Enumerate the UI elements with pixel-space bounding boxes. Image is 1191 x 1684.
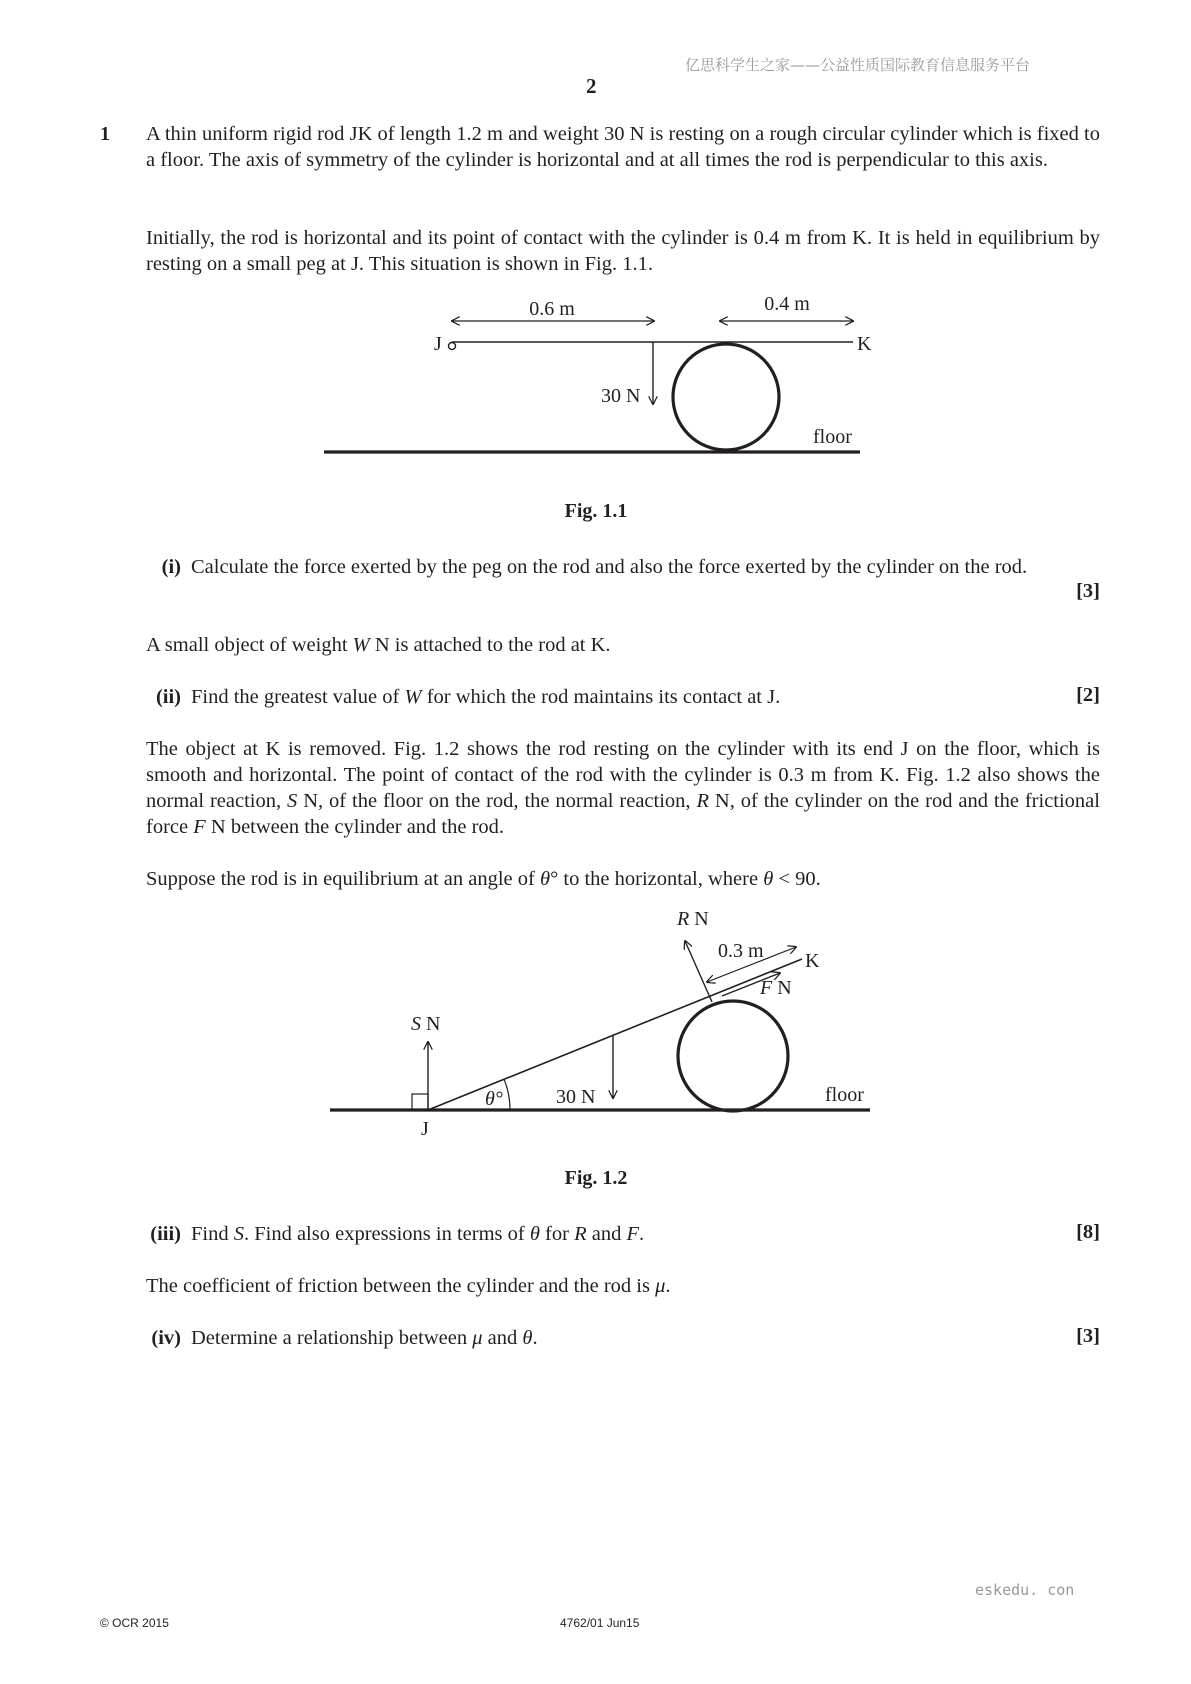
- figure-1-2-caption: Fig. 1.2: [564, 1167, 628, 1189]
- dimension-label-left: 0.6 m: [529, 298, 575, 320]
- cylinder: [678, 1001, 788, 1111]
- header-watermark: 亿思科学生之家——公益性质国际教育信息服务平台: [685, 56, 1031, 74]
- weight-label: 30 N: [601, 385, 641, 407]
- page-number: 2: [586, 74, 597, 98]
- part-iii: (iii) Find S. Find also expressions in terms of θ for R and F.: [150, 1223, 645, 1245]
- part-iii-marks: [8]: [1076, 1221, 1100, 1243]
- label-j: J: [434, 333, 442, 355]
- dimension-label-right: 0.4 m: [764, 293, 810, 315]
- footer-copyright: © OCR 2015: [100, 1616, 169, 1630]
- part-i: [161, 554, 1100, 580]
- part-ii-label: (ii): [155, 686, 181, 708]
- floor-label: floor: [825, 1084, 864, 1106]
- attach-paragraph: A small object of weight W N is attached to the rod at K.: [146, 634, 611, 656]
- part-i-marks: [3]: [1076, 580, 1100, 602]
- cylinder: [673, 344, 779, 450]
- floor-label: floor: [813, 426, 852, 448]
- dimension-label: 0.3 m: [718, 940, 764, 962]
- question-number: 1: [100, 123, 110, 145]
- intro-paragraph-1: A thin uniform rigid rod JK of length 1.2 m and weight 30 N is resting on a rough circular cylinder which is fixed to a floor. The axis of symmetry of the cylinder is horizontal and at all times the rod is perpendicular to this axis.: [146, 123, 1100, 171]
- part-iii-label: (iii): [150, 1223, 181, 1245]
- part-ii: (ii) Find the greatest value of W for which the rod maintains its contact at J.: [155, 686, 781, 708]
- label-j: J: [421, 1118, 429, 1140]
- peg: [449, 343, 456, 350]
- removed-paragraph: The object at K is removed. Fig. 1.2 shows the rod resting on the cylinder with its end J on the floor, which is smooth and horizontal. The point of contact of the rod with the cylinder is 0.3 m from K. Fig. 1.2 also shows the normal reaction, S N, of the floor on the rod, the normal reaction, R N, of the cylinder on the rod and the frictional force F N between the cylinder and the rod.: [146, 738, 1100, 838]
- part-iv-label: (iv): [151, 1327, 181, 1349]
- intro-paragraph-2: Initially, the rod is horizontal and its point of contact with the cylinder is 0.4 m from K. It is held in equilibrium by resting on a small peg at J. This situation is shown in Fig. 1.1.: [146, 227, 1100, 275]
- suppose-paragraph: Suppose the rod is in equilibrium at an angle of θ° to the horizontal, where θ < 90.: [146, 868, 821, 890]
- weight-label: 30 N: [556, 1086, 596, 1108]
- right-angle-marker: [412, 1094, 428, 1110]
- friction-paragraph: The coefficient of friction between the cylinder and the rod is μ.: [146, 1275, 671, 1297]
- label-k: K: [805, 950, 820, 972]
- part-iv: (iv) Determine a relationship between μ and θ.: [151, 1327, 538, 1349]
- part-i-text: Calculate the force exerted by the peg on the rod and also the force exerted by the cylinder on the rod.: [191, 556, 1028, 578]
- angle-arc: [504, 1079, 510, 1110]
- figure-1-1-caption: Fig. 1.1: [564, 500, 628, 522]
- label-k: K: [857, 333, 872, 355]
- label-f: F N: [760, 977, 792, 999]
- part-ii-marks: [2]: [1076, 684, 1100, 706]
- label-s: S N: [411, 1013, 441, 1035]
- angle-label: θ°: [485, 1088, 503, 1110]
- normal-reaction-r-arrow: [685, 941, 712, 1002]
- label-r: R N: [677, 908, 709, 930]
- figure-1-2: [320, 905, 880, 1150]
- footer-watermark: eskedu. con: [975, 1581, 1075, 1599]
- part-i-label: (i): [161, 556, 181, 578]
- part-iv-marks: [3]: [1076, 1325, 1100, 1347]
- footer-paper-code: 4762/01 Jun15: [560, 1616, 640, 1630]
- figure-1-1: [300, 290, 872, 470]
